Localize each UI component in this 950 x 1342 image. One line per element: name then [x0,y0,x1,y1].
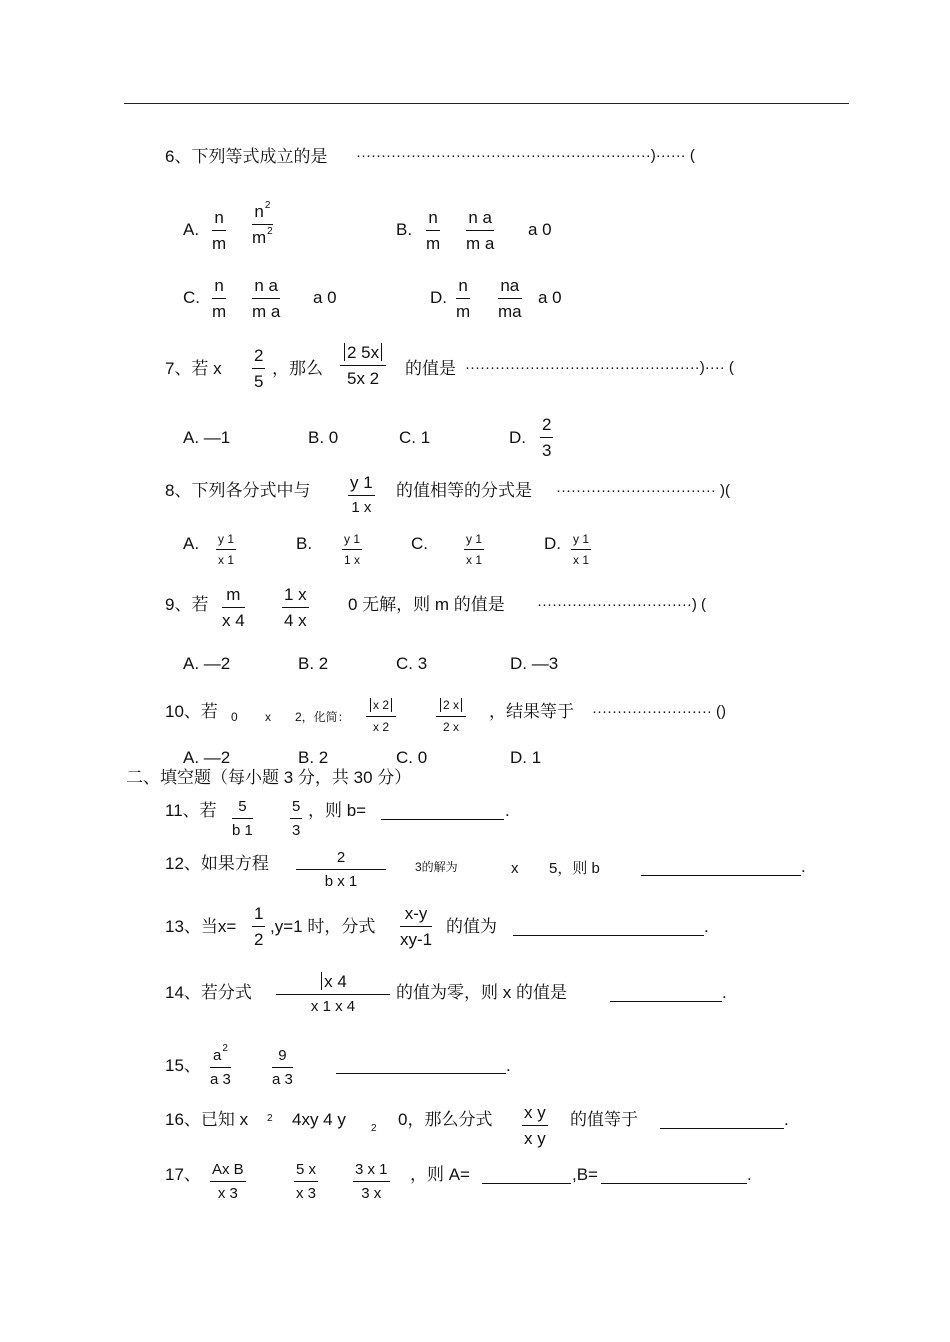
q12-solution-text: 3的解为 [415,860,458,874]
q8-option-a-frac: $\frac{y 1}{x 1}$ [218,532,235,567]
q7-dots: ···············································)···· ( [465,359,734,376]
q13-stem: 13、当x= [165,917,237,936]
q6-a-frac2: $\frac{n^2}{m^2}$ [252,200,273,247]
q12-frac: $\frac{2}{\text{b x 1}}$ [296,850,386,889]
section-2-heading: 二、填空题（每小题 3 分，共 30 分） [126,768,412,787]
q17-stem: 17、 [165,1165,201,1184]
q17-end: . [747,1165,752,1184]
q11-frac2: $\frac{5}{3}$ [292,798,301,839]
q10-cond-2: 2，化简： [295,710,350,724]
q10-cond-x: x [265,710,271,724]
q9-frac1: $\frac{m}{x 4}$ [222,585,245,630]
q6-c-condition: a 0 [313,288,337,307]
q11-end: . [505,801,510,820]
q6-d-frac1: $\frac{n}{m}$ [456,276,471,321]
q8-option-b-frac: $\frac{y 1}{1 x}$ [344,532,361,567]
q7-option-d: D. [509,428,526,447]
q10-option-b: B. 2 [298,748,329,767]
q6-b-frac1: $\frac{n}{m}$ [426,208,441,253]
q9-dots: ·······························) ( [537,596,707,613]
q14-answer-blank[interactable] [610,1001,722,1002]
q15-frac2: $\frac{9}{a 3}$ [272,1047,293,1088]
q6-dots: ···························································)······ ( [356,147,695,164]
q10-stem: 10、若 [165,702,218,721]
q10-tail: ，结果等于 [489,702,574,721]
q14-end: . [722,983,727,1002]
q16-frac: $\frac{\text{x y}}{\text{x y}}$ [524,1103,546,1148]
q7-option-c: C. 1 [399,428,431,447]
q7-option-b: B. 0 [308,428,339,447]
q12-end: . [801,857,806,876]
q10-option-a: A. —2 [183,748,231,767]
q9-frac2: $\frac{1 x}{4 x}$ [284,585,307,630]
q17-a-answer-blank[interactable] [482,1183,571,1184]
q13-tail: 的值为 [446,917,497,936]
q6-option-a-label: A. [183,220,200,239]
q8-option-d-label: D. [544,534,561,553]
q12-then-b: 5，则 b [549,860,600,877]
q12-answer-blank[interactable] [641,875,801,876]
q17-frac1: $\frac{\text{Ax B}}{x 3}$ [212,1161,244,1202]
q10-option-d: D. 1 [510,748,542,767]
q7-then: ，那么 [272,359,323,378]
q14-frac: $\frac{x 4}{x 1 x 4}$ [276,972,390,1014]
q11-tail: ，则 b= [308,801,367,820]
q9-option-a: A. —2 [183,654,231,673]
q16-answer-blank[interactable] [660,1128,784,1129]
q9-option-b: B. 2 [298,654,329,673]
q17-frac2: $\frac{5 x}{x 3}$ [296,1161,317,1202]
q8-frac: $\frac{y 1}{1 x}$ [350,473,373,516]
q6-a-frac1: $\frac{n}{m}$ [212,208,227,253]
q6-option-b-label: B. [396,220,413,239]
q8-option-a-label: A. [183,534,200,553]
q12-x: x [511,860,519,877]
q8-option-c-label: C. [411,534,428,553]
q10-dots: ························ () [592,703,727,720]
q7-stem: 7、若 x [165,359,222,378]
q6-d-frac2: $\frac{na}{ma}$ [498,276,522,321]
q14-tail: 的值为零，则 x 的值是 [396,983,567,1002]
q8-option-d-frac: $\frac{y 1}{x 1}$ [573,532,590,567]
q9-tail: 0 无解，则 m 的值是 [348,595,505,614]
q15-end: . [506,1056,511,1075]
q11-stem: 11、若 [165,801,217,820]
q7-frac-condition: $\frac{2}{5}$ [254,346,264,391]
header-rule [124,103,849,104]
q7-tail: 的值是 [405,359,456,378]
q8-dots: ································ )( [556,482,731,499]
q6-b-condition: a 0 [528,220,552,239]
q16-sup2: 2 [371,1123,377,1134]
q8-option-b-label: B. [296,534,313,553]
q17-frac3: $\frac{3 x 1}{3 x}$ [355,1161,388,1202]
q6-c-frac2: $\frac{\text{n a}}{\text{m a}}$ [252,276,281,321]
q13-answer-blank[interactable] [513,935,704,936]
q7-option-d-frac: $\frac{2}{3}$ [542,415,552,460]
q9-stem: 9、若 [165,595,209,614]
q10-frac2: $\frac{2 x}{2 x}$ [436,698,466,733]
q15-answer-blank[interactable] [336,1073,506,1074]
q17-tail: ，则 A= [410,1165,470,1184]
q11-frac1: $\frac{5}{b 1}$ [232,798,253,839]
q6-b-frac2: $\frac{\text{n a}}{\text{m a}}$ [466,208,495,253]
q7-frac-expression: $\frac{2 5x}{5x 2}$ [340,343,386,387]
q14-stem: 14、若分式 [165,983,252,1002]
q11-answer-blank[interactable] [381,819,504,820]
q8-option-c-frac: $\frac{y 1}{x 1}$ [466,532,483,567]
q17-b-answer-blank[interactable] [601,1183,747,1184]
q16-terms: 4xy 4 y [292,1110,346,1129]
q16-tail: 的值等于 [570,1110,638,1129]
q10-frac1: $\frac{x 2}{x 2}$ [366,698,396,733]
q9-option-d: D. —3 [510,654,559,673]
q6-option-d-label: D. [430,288,447,307]
q10-option-c: C. 0 [396,748,428,767]
q15-stem: 15、 [165,1056,201,1075]
q16-end: . [784,1110,789,1129]
q16-then: 0，那么分式 [398,1110,493,1129]
q16-stem: 16、已知 x [165,1110,249,1129]
q12-stem: 12、如果方程 [165,854,269,873]
q16-sup1: 2 [267,1113,273,1124]
q6-d-condition: a 0 [538,288,562,307]
q15-frac1: $\frac{a^2}{a 3}$ [210,1043,231,1088]
q13-frac-x: $\frac{1}{2}$ [254,904,264,949]
q13-frac-expression: $\frac{x-y}{xy-1}$ [400,904,433,949]
q13-mid: ,y=1 时，分式 [270,917,376,936]
q7-option-a: A. —1 [183,428,231,447]
q8-tail: 的值相等的分式是 [396,481,532,500]
q9-option-c: C. 3 [396,654,428,673]
q8-stem: 8、下列各分式中与 [165,481,311,500]
q13-end: . [704,917,709,936]
q6-stem: 6、下列等式成立的是 [165,147,328,166]
q6-option-c-label: C. [183,288,200,307]
q10-cond-0: 0 [231,710,238,724]
q6-c-frac1: $\frac{n}{m}$ [212,276,227,321]
q17-mid: ,B= [572,1165,598,1184]
